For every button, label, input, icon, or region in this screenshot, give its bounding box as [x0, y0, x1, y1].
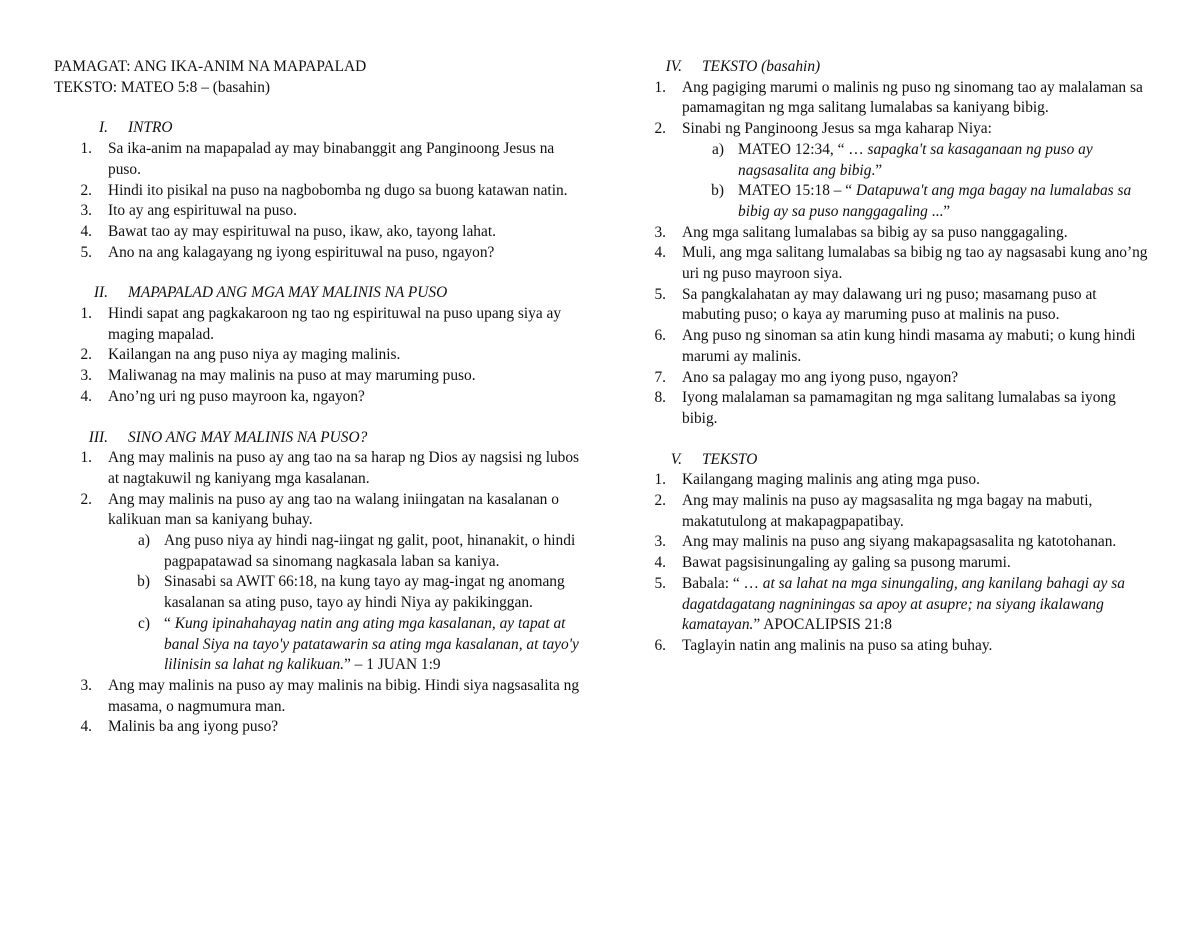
item-text: Sinabi ng Panginoong Jesus sa mga kaharap Niya: [682, 120, 992, 138]
item-text-block [682, 326, 1148, 367]
section-heading [628, 57, 1148, 78]
item-text: Ang may malinis na puso ang siyang makapagsasalita ng katotohanan. [682, 533, 1117, 551]
item-text-block [108, 490, 584, 676]
sub-item-letter: a) [138, 532, 150, 550]
item-text-block [682, 574, 1148, 636]
item-number: 4. [80, 387, 92, 405]
item-text-block [108, 366, 584, 387]
item-text-block [108, 387, 584, 408]
item-number: 5. [80, 243, 92, 261]
item-number: 4. [654, 244, 666, 262]
item-number: 8. [654, 389, 666, 407]
list-item [54, 222, 584, 243]
list-item [54, 448, 584, 489]
list-item [54, 243, 584, 264]
item-number: 2. [80, 181, 92, 199]
text-pre: MATEO 15:18 – “ [738, 182, 856, 200]
section-numeral: I. [99, 119, 108, 137]
item-text: Sa ika-anim na mapapalad ay may binabanggit ang Panginoong Jesus na puso. [108, 140, 555, 178]
sub-list-item [108, 572, 584, 613]
section-numeral: IV. [665, 58, 682, 75]
item-number: 5. [654, 574, 666, 592]
outline-section [54, 428, 584, 739]
list-item [628, 388, 1148, 429]
item-number: 1. [80, 305, 92, 323]
item-text: Hindi sapat ang pagkakaroon ng tao ng espirituwal na puso upang siya ay maging mapalad. [108, 305, 562, 343]
item-number: 3. [654, 223, 666, 241]
sub-item-text: Ang puso niya ay hindi nag-iingat ng galit, poot, hinanakit, o hindi pagpapatawad sa sinomang nagkasala laban sa kaniya. [164, 532, 576, 570]
item-text: Ang may malinis na puso ay magsasalita ng mga bagay na mabuti, makatutulong at makapagpapatibay. [682, 492, 1093, 530]
right-column [628, 57, 1148, 657]
list-item [54, 717, 584, 738]
section-title: INTRO [128, 119, 173, 137]
scripture-quote: Datapuwa't ang mga bagay na lumalabas sa bibig ay sa puso nanggagaling [738, 182, 1132, 220]
section-items [628, 78, 1148, 430]
sub-item-text [164, 614, 584, 676]
list-item [54, 387, 584, 408]
item-number: 5. [654, 285, 666, 303]
item-text-block [108, 717, 584, 738]
item-number: 4. [80, 222, 92, 240]
text-pre: Babala: “ … [682, 574, 763, 592]
section-items [54, 448, 584, 738]
outline-section [54, 283, 584, 407]
item-text-block [682, 532, 1148, 553]
item-number: 3. [80, 367, 92, 385]
item-text [682, 575, 1125, 633]
list-item [54, 181, 584, 202]
list-item [628, 574, 1148, 636]
section-heading [54, 118, 584, 139]
document-title: PAMAGAT: ANG IKA-ANIM NA MAPAPALAD [54, 58, 367, 75]
list-item [54, 366, 584, 387]
item-number: 3. [80, 202, 92, 220]
item-text-block [682, 285, 1148, 326]
item-text: Sa pangkalahatan ay may dalawang uri ng puso; masamang puso at mabuting puso; o kaya ay maruming puso at malinis na puso. [682, 285, 1097, 324]
section-title: TEKSTO (basahin) [702, 58, 821, 75]
list-item [628, 368, 1148, 389]
item-text-block [108, 676, 584, 717]
item-text-block [682, 388, 1148, 429]
list-item [628, 243, 1148, 284]
item-text: Maliwanag na may malinis na puso at may maruming puso. [108, 367, 476, 385]
section-heading [54, 428, 584, 449]
section-items [54, 139, 584, 263]
item-number: 1. [80, 140, 92, 158]
section-numeral: III. [88, 428, 108, 446]
text-post: .” [871, 161, 883, 179]
list-item [628, 470, 1148, 491]
list-item [54, 201, 584, 222]
item-text: Bawat pagsisinungaling ay galing sa pusong marumi. [682, 554, 1011, 572]
item-number: 7. [654, 368, 666, 386]
item-text: Ang pagiging marumi o malinis ng puso ng sinomang tao ay malalaman sa pamamagitan ng mga salitang lumalabas sa kaniyang bibig. [682, 78, 1143, 117]
item-number: 6. [654, 636, 666, 654]
item-number: 3. [654, 533, 666, 551]
item-text: Ano sa palagay mo ang iyong puso, ngayon? [682, 368, 959, 386]
section-items [54, 304, 584, 408]
item-text-block [682, 553, 1148, 574]
section-heading [54, 283, 584, 304]
item-text: Ang puso ng sinoman sa atin kung hindi masama ay mabuti; o kung hindi marumi ay malinis. [682, 327, 1136, 365]
sub-item-letter: b) [137, 573, 150, 591]
list-item [628, 491, 1148, 532]
item-text: Ang may malinis na puso ay ang tao na sa harap ng Dios ay nagsisi ng lubos at nagtakuwil ng kaniyang mga kasalanan. [108, 449, 580, 487]
item-text: Ano’ng uri ng puso mayroon ka, ngayon? [108, 387, 365, 405]
list-item [628, 285, 1148, 326]
list-item [54, 490, 584, 676]
sub-item-text: Sinasabi sa AWIT 66:18, na kung tayo ay mag-ingat ng anomang kasalanan sa ating puso, tayo ay hindi Niya ay pakikinggan. [164, 573, 565, 612]
sub-items [682, 140, 1148, 223]
sub-item-letter: b) [711, 182, 724, 200]
list-item [54, 676, 584, 717]
document-text-ref: TEKSTO: MATEO 5:8 – (basahin) [54, 78, 271, 96]
list-item [628, 78, 1148, 119]
sub-item-text [738, 181, 1148, 222]
item-number: 4. [80, 718, 92, 736]
item-text-block [682, 368, 1148, 389]
sub-item-letter: a) [712, 140, 724, 158]
item-text: Bawat tao ay may espirituwal na puso, ikaw, ako, tayong lahat. [108, 222, 496, 240]
list-item [628, 636, 1148, 657]
item-number: 4. [654, 554, 666, 572]
item-number: 2. [80, 490, 92, 508]
text-post: ” – 1 JUAN 1:9 [343, 656, 441, 674]
item-text-block [108, 243, 584, 264]
item-number: 1. [654, 78, 666, 96]
sub-list-item [682, 140, 1148, 181]
item-number: 6. [654, 327, 666, 345]
item-text: Ano na ang kalagayang ng iyong espirituwal na puso, ngayon? [108, 243, 495, 261]
section-numeral: V. [670, 450, 682, 468]
item-text: Iyong malalaman sa pamamagitan ng mga salitang lumalabas sa iyong bibig. [682, 389, 1116, 427]
item-text-block [682, 243, 1148, 284]
item-text-block [682, 636, 1148, 657]
item-text-block [682, 491, 1148, 532]
item-text: Ang may malinis na puso ay may malinis na bibig. Hindi siya nagsasalita ng masama, o nagmumura man. [108, 676, 580, 715]
outline-section [628, 450, 1148, 657]
sub-list-item [682, 181, 1148, 222]
text-post: ...” [927, 202, 951, 220]
sub-item-letter: c) [138, 614, 150, 632]
item-text-block [108, 181, 584, 202]
item-text-block [682, 470, 1148, 491]
item-text: Hindi ito pisikal na puso na nagbobomba ng dugo sa buong katawan natin. [108, 181, 568, 199]
item-text-block [682, 119, 1148, 223]
list-item [628, 553, 1148, 574]
item-number: 2. [654, 492, 666, 510]
outline-section [54, 118, 584, 263]
item-text: Kailangan na ang puso niya ay maging malinis. [108, 346, 401, 364]
list-item [628, 119, 1148, 223]
text-pre: MATEO 12:34, “ … [738, 140, 868, 158]
sub-list-item [108, 614, 584, 676]
item-text-block [108, 304, 584, 345]
item-text-block [108, 139, 584, 180]
item-text: Muli, ang mga salitang lumalabas sa bibig ng tao ay nagsasabi kung ano’ng uri ng puso mayroon siya. [682, 244, 1148, 283]
section-title: MAPAPALAD ANG MGA MAY MALINIS NA PUSO [128, 284, 448, 302]
left-column [54, 57, 584, 738]
scripture-quote: Kung ipinahahayag natin ang ating mga kasalanan, ay tapat at banal Siya na tayo'y patatawarin sa ating mga kasalanan, at tayo'y lilinisin sa lahat ng kalikuan. [164, 614, 579, 674]
item-number: 1. [80, 449, 92, 467]
item-number: 3. [80, 676, 92, 694]
item-text: Ito ay ang espirituwal na puso. [108, 202, 297, 220]
text-post: ” APOCALIPSIS 21:8 [753, 616, 892, 634]
item-text-block [108, 222, 584, 243]
list-item [54, 345, 584, 366]
item-number: 1. [654, 471, 666, 489]
list-item [54, 139, 584, 180]
item-text: Malinis ba ang iyong puso? [108, 718, 279, 736]
item-text-block [108, 345, 584, 366]
section-title: SINO ANG MAY MALINIS NA PUSO? [128, 428, 368, 446]
item-text-block [108, 448, 584, 489]
item-text: Ang may malinis na puso ay ang tao na walang iniingatan na kasalanan o kalikuan man sa kaniyang buhay. [108, 490, 559, 529]
item-text-block [108, 201, 584, 222]
outline-section [628, 57, 1148, 430]
item-text: Ang mga salitang lumalabas sa bibig ay sa puso nanggagaling. [682, 223, 1068, 241]
item-number: 2. [80, 346, 92, 364]
sub-item-text [738, 140, 1148, 181]
list-item [628, 532, 1148, 553]
item-text: Kailangang maging malinis ang ating mga puso. [682, 471, 980, 489]
section-numeral: II. [93, 284, 108, 302]
item-text-block [682, 78, 1148, 119]
item-number: 2. [654, 120, 666, 138]
scripture-quote: sapagka't sa kasaganaan ng puso ay nagsasalita ang bibig [738, 140, 1093, 179]
item-text-block [682, 223, 1148, 244]
sub-items [108, 531, 584, 676]
section-items [628, 470, 1148, 656]
text-pre: “ [164, 614, 175, 632]
item-text: Taglayin natin ang malinis na puso sa ating buhay. [682, 636, 993, 654]
scripture-quote: at sa lahat na mga sinungaling, ang kanilang bahagi ay sa dagatdagatang nagniningas sa apoy at asupre; na siyang ikalawang kamatayan. [682, 574, 1125, 634]
sub-list-item [108, 531, 584, 572]
list-item [628, 223, 1148, 244]
list-item [54, 304, 584, 345]
list-item [628, 326, 1148, 367]
section-heading [628, 450, 1148, 471]
section-title: TEKSTO [702, 450, 758, 468]
